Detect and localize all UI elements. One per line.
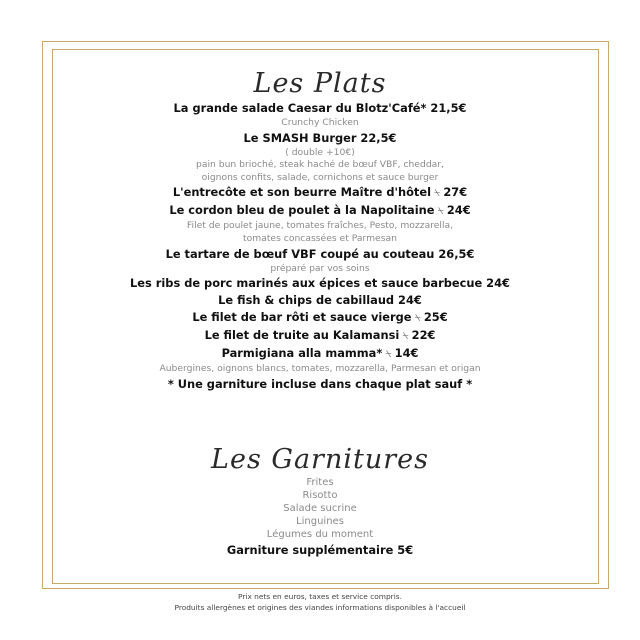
dish-name: L'entrecôte et son beurre Maître d'hôtel xyxy=(172,185,431,200)
garniture-extra: Garniture supplémentaire 5€ xyxy=(226,543,414,557)
garniture-item: Frites xyxy=(306,477,334,488)
garniture-item: Légumes du moment xyxy=(266,529,374,540)
dish-name: Les ribs de porc marinés aux épices et sauce barbecue 24€ xyxy=(130,276,510,291)
footer xyxy=(0,591,640,613)
menu-item xyxy=(52,275,588,292)
dish-price: 27€ xyxy=(443,185,468,200)
dish-name: Le fish & chips de cabillaud 24€ xyxy=(218,293,422,308)
menu-item-name xyxy=(52,345,588,363)
dish-name: Le tartare de bœuf VBF coupé au couteau 26,5€ xyxy=(165,246,475,261)
plats-title: Les Plats xyxy=(253,68,387,99)
dish-name: La grande salade Caesar du Blotz'Café* 21,5€ xyxy=(173,101,467,115)
garnitures-title: Les Garnitures xyxy=(211,444,429,475)
menu-item-description: Filet de poulet jaune, tomates fraîches, Pesto, mozzarella, xyxy=(186,220,454,232)
menu-item-name xyxy=(52,292,588,309)
plats-list xyxy=(52,100,588,376)
menu-item xyxy=(52,345,588,376)
menu-item xyxy=(52,100,588,130)
dish-name: Le filet de bar rôti et sauce vierge xyxy=(192,310,412,325)
dish-name: Parmigiana alla mamma* xyxy=(221,346,383,361)
garniture-item: Risotto xyxy=(302,490,338,501)
garnitures-list xyxy=(52,476,588,541)
menu-item-name xyxy=(52,130,588,147)
menu-item-description: Aubergines, oignons blancs, tomates, mozzarella, Parmesan et origan xyxy=(159,363,481,375)
menu-item xyxy=(52,130,588,185)
chef-icon: ⍀ xyxy=(434,206,447,218)
menu-item-name xyxy=(52,309,588,327)
menu-item-name xyxy=(52,246,588,263)
plats-section xyxy=(52,68,588,393)
garnitures-section xyxy=(52,444,588,559)
menu-item xyxy=(52,184,588,202)
menu-item-description: oignons confits, salade, cornichons et sauce burger xyxy=(201,171,439,183)
chef-icon: ⍀ xyxy=(382,349,395,361)
dish-name: Le SMASH Burger 22,5€ xyxy=(243,130,397,145)
menu-item-description: tomates concassées et Parmesan xyxy=(243,232,397,244)
dish-price: 14€ xyxy=(394,346,419,361)
chef-icon: ⍀ xyxy=(431,188,444,200)
menu-item-name xyxy=(52,327,588,345)
footer-line-1: Prix nets en euros, taxes et service compris. xyxy=(238,592,402,601)
garniture-item: Linguines xyxy=(296,516,344,527)
menu-item-name xyxy=(52,100,588,117)
menu-item-description: préparé par vos soins xyxy=(270,262,370,274)
dish-price: 22€ xyxy=(411,328,436,343)
chef-icon: ⍀ xyxy=(399,331,412,343)
menu-item xyxy=(52,246,588,276)
menu-item-name xyxy=(52,275,588,292)
footer-line-2: Produits allergènes et origines des viandes informations disponibles à l'accueil xyxy=(174,603,466,612)
menu-item-description: Crunchy Chicken xyxy=(281,117,359,128)
dish-price: 24€ xyxy=(446,203,471,218)
menu-item-description: pain bun brioché, steak haché de bœuf VBF, cheddar, xyxy=(196,159,444,171)
dish-name: Le filet de truite au Kalamansi xyxy=(204,328,400,343)
menu-item xyxy=(52,202,588,245)
dish-price: 25€ xyxy=(423,310,448,325)
menu-item xyxy=(52,327,588,345)
menu-item xyxy=(52,309,588,327)
menu-item-name xyxy=(52,184,588,202)
menu-item xyxy=(52,292,588,309)
garniture-item: Salade sucrine xyxy=(283,503,357,514)
menu-item-name xyxy=(52,202,588,220)
chef-icon: ⍀ xyxy=(411,313,424,325)
plats-note: * Une garniture incluse dans chaque plat sauf * xyxy=(167,376,473,391)
dish-name: Le cordon bleu de poulet à la Napolitaine xyxy=(169,203,435,218)
menu-item-description: ( double +10€) xyxy=(285,146,355,158)
